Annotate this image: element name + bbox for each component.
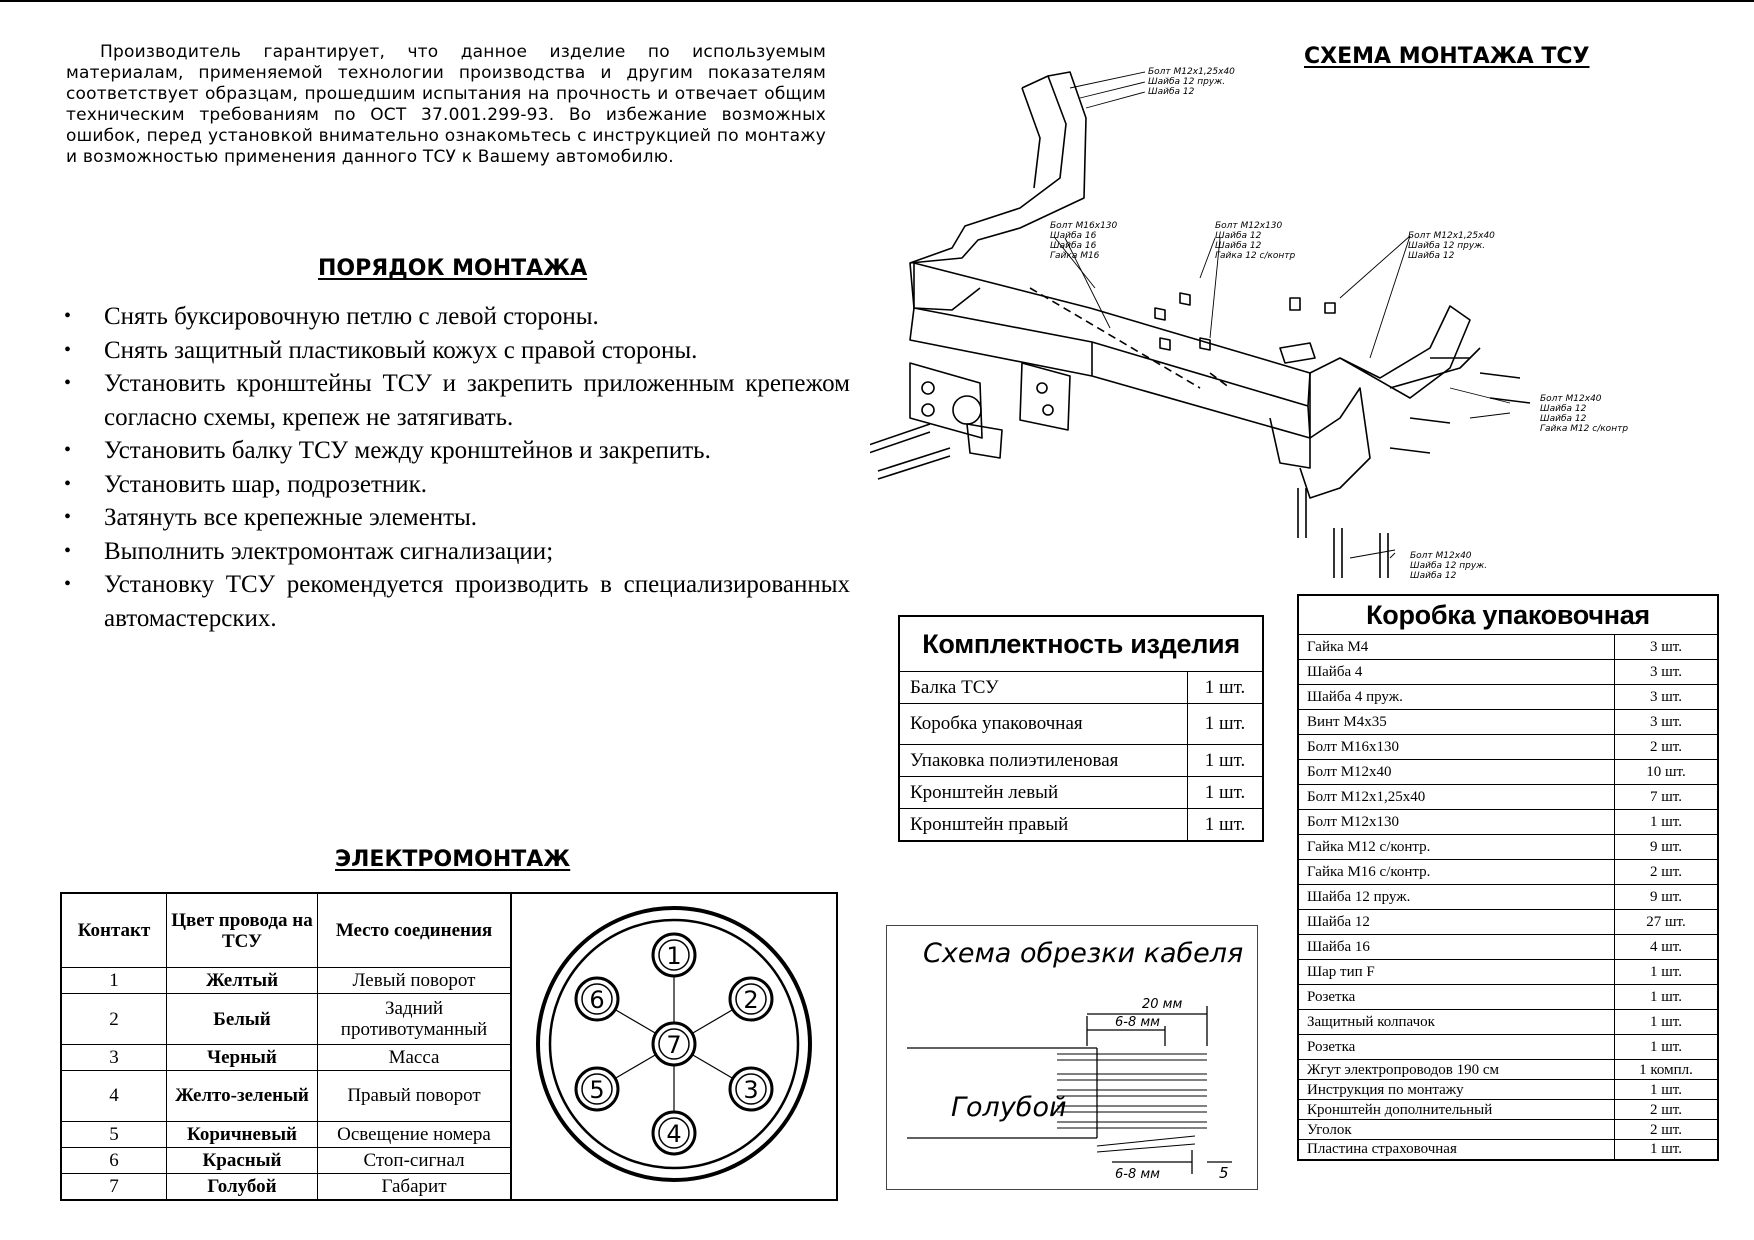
- kit-item-qty: 1 шт.: [1188, 777, 1264, 809]
- packing-item-name: Розетка: [1298, 1035, 1615, 1060]
- callout-middle-0: Болт М12х130: [1215, 221, 1283, 231]
- connection-place: Стоп-сигнал: [318, 1147, 512, 1173]
- dim-five-label: 5: [1219, 1164, 1229, 1182]
- mounting-step: • Снять защитный пластиковый кожух с правой стороны.: [60, 334, 850, 368]
- connection-place: Правый поворот: [318, 1071, 512, 1121]
- callout-left-3: Гайка М16: [1050, 251, 1100, 261]
- packing-box-table: [1297, 594, 1719, 1161]
- socket-pin: [576, 978, 618, 1020]
- kit-item-qty: 1 шт.: [1188, 672, 1264, 704]
- callout-right-top-2: Шайба 12: [1408, 251, 1455, 261]
- wire-color: Коричневый: [167, 1121, 318, 1147]
- packing-item-qty: 9 шт.: [1615, 835, 1719, 860]
- packing-item-name: Болт М12х1,25х40: [1298, 785, 1615, 810]
- callout-right-top-0: Болт М12х1,25х40: [1408, 231, 1495, 241]
- packing-item-qty: 9 шт.: [1615, 885, 1719, 910]
- packing-item-qty: 1 шт.: [1615, 810, 1719, 835]
- wire-color-label: Голубой: [951, 1092, 1067, 1123]
- mounting-step: • Снять буксировочную петлю с левой стороны.: [60, 300, 850, 334]
- connection-place: Левый поворот: [318, 968, 512, 994]
- packing-item-qty: 2 шт.: [1615, 1120, 1719, 1140]
- kit-item-qty: 1 шт.: [1188, 704, 1264, 745]
- packing-item-name: Инструкция по монтажу: [1298, 1080, 1615, 1100]
- wire-color: Желто-зеленый: [167, 1071, 318, 1121]
- kit-table: [898, 615, 1264, 842]
- top-border-line: [0, 0, 1754, 2]
- packing-item-name: Болт М16х130: [1298, 735, 1615, 760]
- kit-item-name: Кронштейн левый: [899, 777, 1188, 809]
- callout-bottom-2: Шайба 12: [1410, 571, 1457, 581]
- packing-item-name: Шайба 4 пруж.: [1298, 685, 1615, 710]
- packing-item-name: Болт М12х130: [1298, 810, 1615, 835]
- socket-pin-number: 3: [743, 1076, 759, 1104]
- packing-item-qty: 1 шт.: [1615, 1140, 1719, 1160]
- mounting-step: • Установить кронштейны ТСУ и закрепить приложенным крепежом согласно схемы, крепеж не затягивать.: [60, 367, 850, 434]
- mounting-step: • Выполнить электромонтаж сигнализации;: [60, 535, 850, 569]
- packing-item-name: Пластина страховочная: [1298, 1140, 1615, 1160]
- kit-item-name: Кронштейн правый: [899, 809, 1188, 842]
- callout-right-top-1: Шайба 12 пруж.: [1408, 241, 1486, 251]
- socket-pinout-diagram: [515, 894, 833, 1194]
- packing-item-qty: 1 шт.: [1615, 1080, 1719, 1100]
- packing-item-qty: 7 шт.: [1615, 785, 1719, 810]
- header-connection: Место соединения: [318, 893, 512, 968]
- socket-pin-number: 2: [743, 986, 759, 1014]
- packing-item-qty: 3 шт.: [1615, 660, 1719, 685]
- callout-right-2: Шайба 12: [1540, 414, 1587, 424]
- callout-bottom-0: Болт М12х40: [1410, 551, 1472, 561]
- wire-color: Красный: [167, 1147, 318, 1173]
- socket-pin: [653, 1112, 695, 1154]
- packing-item-qty: 2 шт.: [1615, 860, 1719, 885]
- packing-item-name: Защитный колпачок: [1298, 1010, 1615, 1035]
- cable-cut-scheme: [886, 925, 1258, 1190]
- packing-item-name: Шайба 12 пруж.: [1298, 885, 1615, 910]
- connection-place: Задний противотуманный: [318, 994, 512, 1044]
- socket-pin-number: 7: [666, 1031, 682, 1059]
- mounting-steps-list: [60, 300, 850, 635]
- callout-top-0: Болт М12х1,25х40: [1148, 67, 1235, 77]
- socket-pin-number: 5: [589, 1076, 605, 1104]
- wire-color: Черный: [167, 1044, 318, 1070]
- packing-item-name: Гайка М16 с/контр.: [1298, 860, 1615, 885]
- packing-item-qty: 2 шт.: [1615, 1100, 1719, 1120]
- socket-pin-number: 4: [666, 1120, 682, 1148]
- packing-item-name: Шайба 4: [1298, 660, 1615, 685]
- connection-place: Габарит: [318, 1174, 512, 1200]
- kit-item-name: Коробка упаковочная: [899, 704, 1188, 745]
- packing-item-qty: 1 шт.: [1615, 1035, 1719, 1060]
- socket-pin-number: 6: [589, 986, 605, 1014]
- socket-pin: [653, 934, 695, 976]
- packing-item-name: Шар тип F: [1298, 960, 1615, 985]
- mounting-step: • Установку ТСУ рекомендуется производить в специализированных автомастерских.: [60, 568, 850, 635]
- callout-top-2: Шайба 12: [1148, 87, 1195, 97]
- packing-item-qty: 1 компл.: [1615, 1060, 1719, 1080]
- mounting-step: • Установить балку ТСУ между кронштейнов и закрепить.: [60, 434, 850, 468]
- kit-item-name: Упаковка полиэтиленовая: [899, 745, 1188, 777]
- contact-number: 4: [61, 1071, 167, 1121]
- wire-color: Голубой: [167, 1174, 318, 1200]
- callout-middle-2: Шайба 12: [1215, 241, 1262, 251]
- kit-title: Комплектность изделия: [899, 616, 1263, 672]
- header-contact: Контакт: [61, 893, 167, 968]
- dim-strip-bottom-label: 6-8 мм: [1115, 1167, 1160, 1182]
- socket-pin: [730, 1068, 772, 1110]
- schema-title: СХЕМА МОНТАЖА ТСУ: [1304, 44, 1590, 69]
- wire-color: Желтый: [167, 968, 318, 994]
- packing-item-qty: 3 шт.: [1615, 685, 1719, 710]
- contact-number: 2: [61, 994, 167, 1044]
- contact-number: 5: [61, 1121, 167, 1147]
- mounting-schema-drawing: [870, 58, 1630, 588]
- connection-place: Масса: [318, 1044, 512, 1070]
- dim-total-label: 20 мм: [1142, 997, 1183, 1012]
- warranty-paragraph: Производитель гарантирует, что данное изделие по используемым материалам, применяемой технологии производства и другим показателям соответствует образцам, прошедшим испытания на прочность и отвечает общим техническим требованиям по ОСТ 37.001.299-93. Во избежание возможных ошибок, перед установкой внимательно ознакомьтесь с инструкцией по монтажу и возможностью применения данного ТСУ к Вашему автомобилю.: [66, 42, 826, 167]
- contact-number: 7: [61, 1174, 167, 1200]
- packing-item-name: Болт М12х40: [1298, 760, 1615, 785]
- packing-item-qty: 4 шт.: [1615, 935, 1719, 960]
- socket-pin: [730, 978, 772, 1020]
- mounting-step: • Затянуть все крепежные элементы.: [60, 501, 850, 535]
- dim-strip-label: 6-8 мм: [1115, 1015, 1160, 1030]
- packing-item-qty: 1 шт.: [1615, 1010, 1719, 1035]
- socket-pin: [576, 1068, 618, 1110]
- packing-item-name: Кронштейн дополнительный: [1298, 1100, 1615, 1120]
- wiring-table: [60, 892, 838, 1201]
- callout-right-1: Шайба 12: [1540, 404, 1587, 414]
- cable-cut-drawing: [887, 926, 1257, 1189]
- wire-color: Белый: [167, 994, 318, 1044]
- callout-right-3: Гайка М12 с/контр: [1540, 424, 1629, 434]
- socket-diagram-cell: [511, 893, 837, 1200]
- packing-item-name: Винт М4х35: [1298, 710, 1615, 735]
- header-wire-color: Цвет провода на ТСУ: [167, 893, 318, 968]
- callout-top-1: Шайба 12 пруж.: [1148, 77, 1226, 87]
- mounting-step: • Установить шар, подрозетник.: [60, 468, 850, 502]
- packing-item-name: Гайка М12 с/контр.: [1298, 835, 1615, 860]
- kit-item-name: Балка ТСУ: [899, 672, 1188, 704]
- packing-item-name: Шайба 12: [1298, 910, 1615, 935]
- contact-number: 1: [61, 968, 167, 994]
- mounting-order-title: ПОРЯДОК МОНТАЖА: [318, 256, 588, 281]
- packing-item-qty: 1 шт.: [1615, 985, 1719, 1010]
- contact-number: 6: [61, 1147, 167, 1173]
- packing-item-qty: 1 шт.: [1615, 960, 1719, 985]
- callout-left-1: Шайба 16: [1050, 231, 1097, 241]
- cable-scheme-title: Схема обрезки кабеля: [923, 938, 1244, 969]
- callout-left-0: Болт М16х130: [1050, 221, 1118, 231]
- socket-pin: [653, 1023, 695, 1065]
- contact-number: 3: [61, 1044, 167, 1070]
- packing-item-name: Уголок: [1298, 1120, 1615, 1140]
- callout-middle-3: Гайка 12 с/контр: [1215, 251, 1296, 261]
- packing-item-name: Гайка М4: [1298, 635, 1615, 660]
- packing-item-name: Жгут электропроводов 190 см: [1298, 1060, 1615, 1080]
- connection-place: Освещение номера: [318, 1121, 512, 1147]
- packing-box-title: Коробка упаковочная: [1298, 595, 1718, 635]
- packing-item-qty: 3 шт.: [1615, 635, 1719, 660]
- socket-pin-number: 1: [666, 942, 682, 970]
- packing-item-name: Шайба 16: [1298, 935, 1615, 960]
- kit-item-qty: 1 шт.: [1188, 745, 1264, 777]
- wiring-title: ЭЛЕКТРОМОНТАЖ: [335, 847, 571, 872]
- callout-bottom-1: Шайба 12 пруж.: [1410, 561, 1488, 571]
- callout-right-0: Болт М12х40: [1540, 394, 1602, 404]
- packing-item-qty: 3 шт.: [1615, 710, 1719, 735]
- packing-item-name: Розетка: [1298, 985, 1615, 1010]
- packing-item-qty: 10 шт.: [1615, 760, 1719, 785]
- packing-item-qty: 2 шт.: [1615, 735, 1719, 760]
- callout-middle-1: Шайба 12: [1215, 231, 1262, 241]
- kit-item-qty: 1 шт.: [1188, 809, 1264, 842]
- packing-item-qty: 27 шт.: [1615, 910, 1719, 935]
- callout-left-2: Шайба 16: [1050, 241, 1097, 251]
